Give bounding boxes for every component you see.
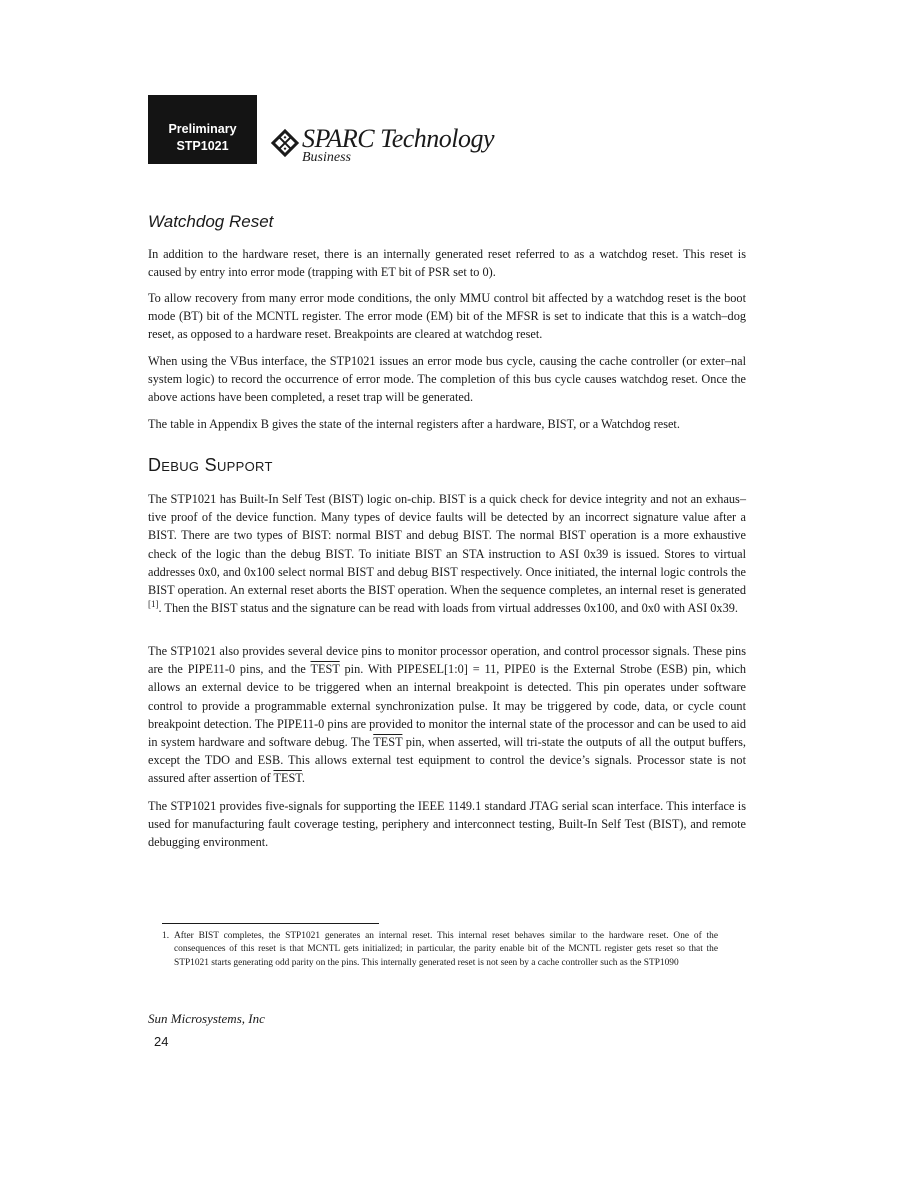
sun-diamond-logo-icon xyxy=(270,128,300,158)
debug-paragraph-2-text: The STP1021 also provides several device pins to monitor processor operation, and control processor signals. These pins are the PIPE11-0 pins, and the xyxy=(148,644,746,677)
debug-paragraph-2-text-b: pin. With PIPESEL[1:0] = 11, PIPE0 is the External Strobe (ESB) pin, which allows an external device to be triggered when an internal breakpoint is detected. This pin operates under software control to provide a programmable external synchronization pulse. It may be triggered by code, data, or cycle count breakpoint detection. The PIPE11-0 pins are provided to monitor the internal state of the processor and can be used to aid in system hardware and software debug. The xyxy=(148,662,746,750)
footnote xyxy=(162,930,718,970)
test-pin-signal: TEST xyxy=(373,735,403,750)
badge-line-part-number: STP1021 xyxy=(176,139,229,153)
page-number: 24 xyxy=(154,1034,169,1049)
debug-paragraph-2-text-c: pin, when asserted, will tri-state the outputs of all the output buffers, except the TDO and ESB. This allows external test equipment to control the device’s signals. Processor state is not assured after assertion of xyxy=(148,735,747,786)
test-pin-signal: TEST xyxy=(310,662,340,677)
footnote-number: 1. xyxy=(162,931,170,941)
debug-paragraph-3: The STP1021 provides five-signals for supporting the IEEE 1149.1 standard JTAG serial scan interface. This interface is used for manufacturing fault coverage testing, periphery and interconnect testing, Built-In Self Test (BIST), and remote debugging environment. xyxy=(148,799,746,850)
watchdog-paragraph-2: To allow recovery from many error mode conditions, the only MMU control bit affected by a watchdog reset is the boot mode (BT) bit of the MCNTL register. The error mode (EM) bit of the MFSR is set to indicate that this is a watch–dog reset, as opposed to a hardware reset. Breakpoints are cleared at watchdog reset. xyxy=(148,291,746,342)
footnote-text: After BIST completes, the STP1021 generates an internal reset. This internal reset behaves similar to the hardware reset. One of the consequences of this reset is that MCNTL gets initialized; in particular, the parity enable bit of the MCNTL register gets reset so that the STP1021 starts generating odd parity on the pins. This internally generated reset is not seen by a cache controller such as the STP1090 xyxy=(174,931,718,968)
debug-paragraph-1 xyxy=(148,490,746,617)
preliminary-badge xyxy=(148,95,257,164)
test-pin-signal: TEST xyxy=(273,771,302,786)
debug-paragraph-1-text: The STP1021 has Built-In Self Test (BIST) logic on-chip. BIST is a quick check for device integrity and not an exhaus–tive proof of the device function. Many types of device faults will be detected by an incorrect signature value after a BIST. There are two types of BIST: normal BIST and debug BIST. The normal BIST operation is a more exhaustive check of the logic than the debug BIST. To initiate BIST an STA instruction to ASI 0x39 is issued. Stores to virtual addresses 0x0, and 0x100 select normal BIST and debug BIST respectively. Once initiated, the internal logic controls the BIST operation. An external reset aborts the BIST operation. When the sequence completes, an internal reset is generated xyxy=(148,492,746,598)
debug-support-heading: Debug Support xyxy=(148,455,273,475)
footnote-reference: [1] xyxy=(148,599,159,610)
debug-paragraph-1-continuation: . Then the BIST status and the signature can be read with loads from virtual addresses 0x100, and 0x0 with ASI 0x39. xyxy=(158,601,738,616)
company-name: Sun Microsystems, Inc xyxy=(148,1011,265,1026)
watchdog-paragraph-4: The table in Appendix B gives the state of the internal registers after a hardware, BIST, or a Watchdog reset. xyxy=(148,417,680,431)
watchdog-paragraph-1: In addition to the hardware reset, there is an internally generated reset referred to as a watchdog reset. This reset is caused by entry into error mode (trapping with ET bit of PSR set to 0). xyxy=(148,247,746,280)
badge-line-preliminary: Preliminary xyxy=(168,122,237,136)
sparc-technology-logo xyxy=(270,124,500,168)
debug-paragraph-2 xyxy=(148,642,746,788)
logo-subtitle: Business xyxy=(302,150,351,165)
footnote-divider xyxy=(162,923,379,924)
watchdog-reset-heading: Watchdog Reset xyxy=(148,212,274,231)
logo-title: SPARC Technology xyxy=(302,124,495,153)
watchdog-paragraph-3: When using the VBus interface, the STP1021 issues an error mode bus cycle, causing the cache controller (or exter–nal system logic) to record the occurrence of error mode. The completion of this bus cycle causes watchdog reset. Once the above actions have been completed, a reset trap will be generated. xyxy=(148,354,746,405)
debug-paragraph-2-text-d: . xyxy=(301,771,305,786)
